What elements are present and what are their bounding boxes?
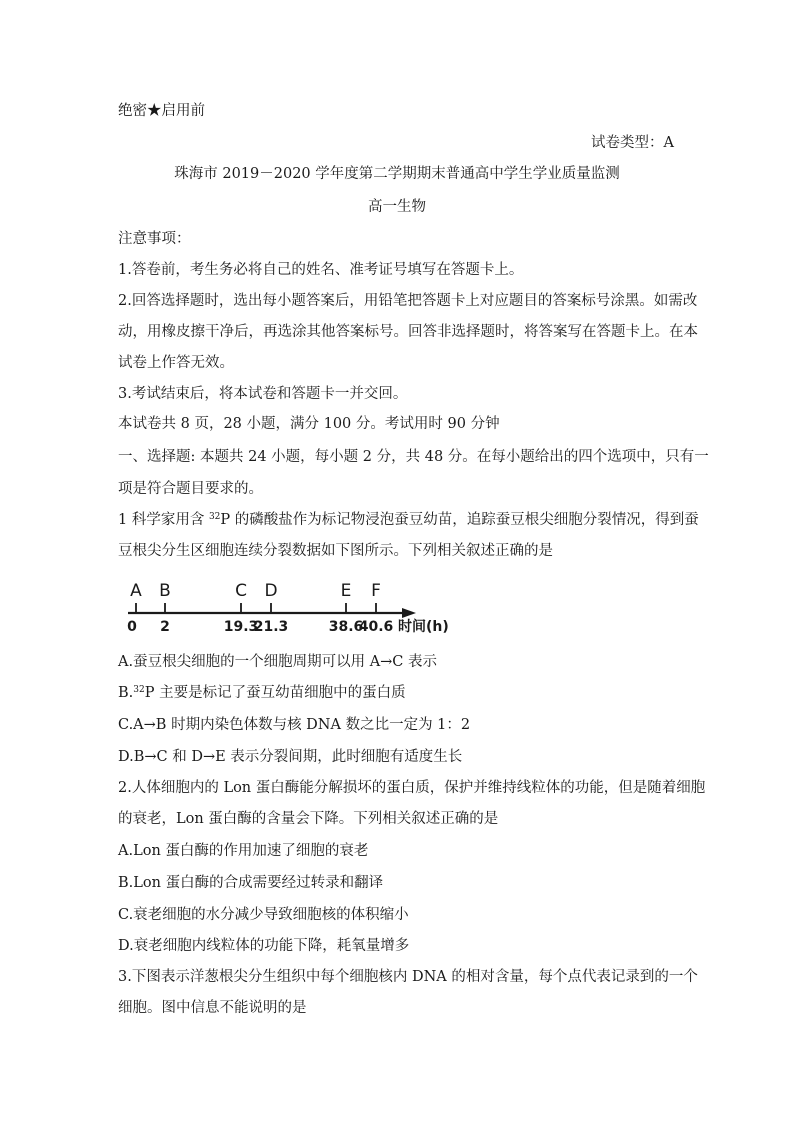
timeline-arrow-icon	[402, 608, 416, 618]
q1-option-b-post: P 主要是标记了蚕互幼苗细胞中的蛋白质	[144, 685, 406, 701]
notes-heading: 注意事项：	[118, 231, 191, 247]
q1-stem-line-1	[118, 510, 699, 530]
timeline-point-value: 0	[127, 619, 137, 635]
timeline-point-letter: A	[130, 581, 142, 601]
q3-stem-line-1: 3.下图表示洋葱根尖分生组织中每个细胞核内 DNA 的相对含量，每个点代表记录到的一个	[118, 969, 698, 985]
timeline-point-value: 21.3	[253, 619, 289, 635]
timeline-point-letter: D	[264, 581, 278, 601]
q1-option-b-isotope-mass: 32	[133, 685, 145, 695]
note-item-1: 1.答卷前，考生务必将自己的姓名、准考证号填写在答题卡上。	[118, 262, 524, 278]
exam-title: 珠海市 2019－2020 学年度第二学期期末普通高中学生学业质量监测	[174, 166, 620, 182]
q2-option-d: D.衰老细胞内线粒体的功能下降，耗氧量增多	[118, 938, 410, 954]
note-item-2-line-3: 试卷上作答无效。	[118, 355, 234, 371]
note-item-3: 3.考试结束后，将本试卷和答题卡一并交回。	[118, 386, 408, 402]
q3-stem-line-2: 细胞。图中信息不能说明的是	[118, 1000, 307, 1016]
q2-stem-line-1: 2.人体细胞内的 Lon 蛋白酶能分解损坏的蛋白质，保护并维持线粒体的功能，但是随着细胞	[118, 780, 706, 796]
timeline-point-letter: F	[371, 581, 381, 601]
q1-option-c: C.A→B 时期内染色体数与核 DNA 数之比一定为 1：2	[118, 717, 471, 733]
timeline-point-letter: E	[340, 581, 352, 601]
timeline-point-value: 40.6	[358, 619, 394, 635]
cell-cycle-timeline	[120, 576, 460, 638]
timeline-point-letter: C	[235, 581, 247, 601]
exam-summary: 本试卷共 8 页，28 小题，满分 100 分。考试用时 90 分钟	[118, 416, 500, 432]
q2-option-c: C.衰老细胞的水分减少导致细胞核的体积缩小	[118, 907, 409, 923]
q1-option-d: D.B→C 和 D→E 表示分裂间期，此时细胞有适度生长	[118, 749, 463, 765]
subject-title: 高一生物	[368, 199, 426, 215]
q1-stem-post: P 的磷酸盐作为标记物浸泡蚕豆幼苗，追踪蚕豆根尖细胞分裂情况，得到蚕	[220, 512, 699, 528]
q2-option-b: B.Lon 蛋白酶的合成需要经过转录和翻译	[118, 875, 384, 891]
section-heading-line-1: 一、选择题: 本题共 24 小题，每小题 2 分，共 48 分。在每小题给出的四个选项中，只有一	[118, 449, 709, 465]
timeline-point-value: 19.3	[223, 619, 259, 635]
note-item-2-line-1: 2.回答选择题时，选出每小题答案后，用铅笔把答题卡上对应题目的答案标号涂黑。如需改	[118, 293, 698, 309]
q2-option-a: A.Lon 蛋白酶的作用加速了细胞的衰老	[118, 843, 369, 859]
q1-stem-line-2: 豆根尖分生区细胞连续分裂数据如下图所示。下列相关叙述正确的是	[118, 543, 553, 559]
note-item-2-line-2: 动，用橡皮擦干净后，再选涂其他答案标号。回答非选择题时，将答案写在答题卡上。在本	[118, 324, 698, 340]
timeline-point-value: 2	[160, 619, 170, 635]
q1-option-b-pre: B.	[118, 685, 134, 701]
section-heading-line-2: 项是符合题目要求的。	[118, 481, 263, 497]
q1-option-a: A.蚕豆根尖细胞的一个细胞周期可以用 A→C 表示	[118, 654, 438, 670]
q1-stem-isotope-mass: 32	[208, 512, 221, 522]
q2-stem-line-2: 的衰老，Lon 蛋白酶的含量会下降。下列相关叙述正确的是	[118, 811, 499, 827]
confidential-label: 绝密★启用前	[118, 103, 205, 119]
timeline-point-letter: B	[159, 581, 171, 601]
q1-option-b	[118, 683, 406, 703]
paper-type-label: 试卷类型：A	[591, 135, 674, 151]
timeline-point-value: 38.6	[328, 619, 364, 635]
timeline-axis-label: 时间(h)	[398, 619, 449, 635]
q1-stem-pre: 1 科学家用含	[118, 512, 209, 528]
